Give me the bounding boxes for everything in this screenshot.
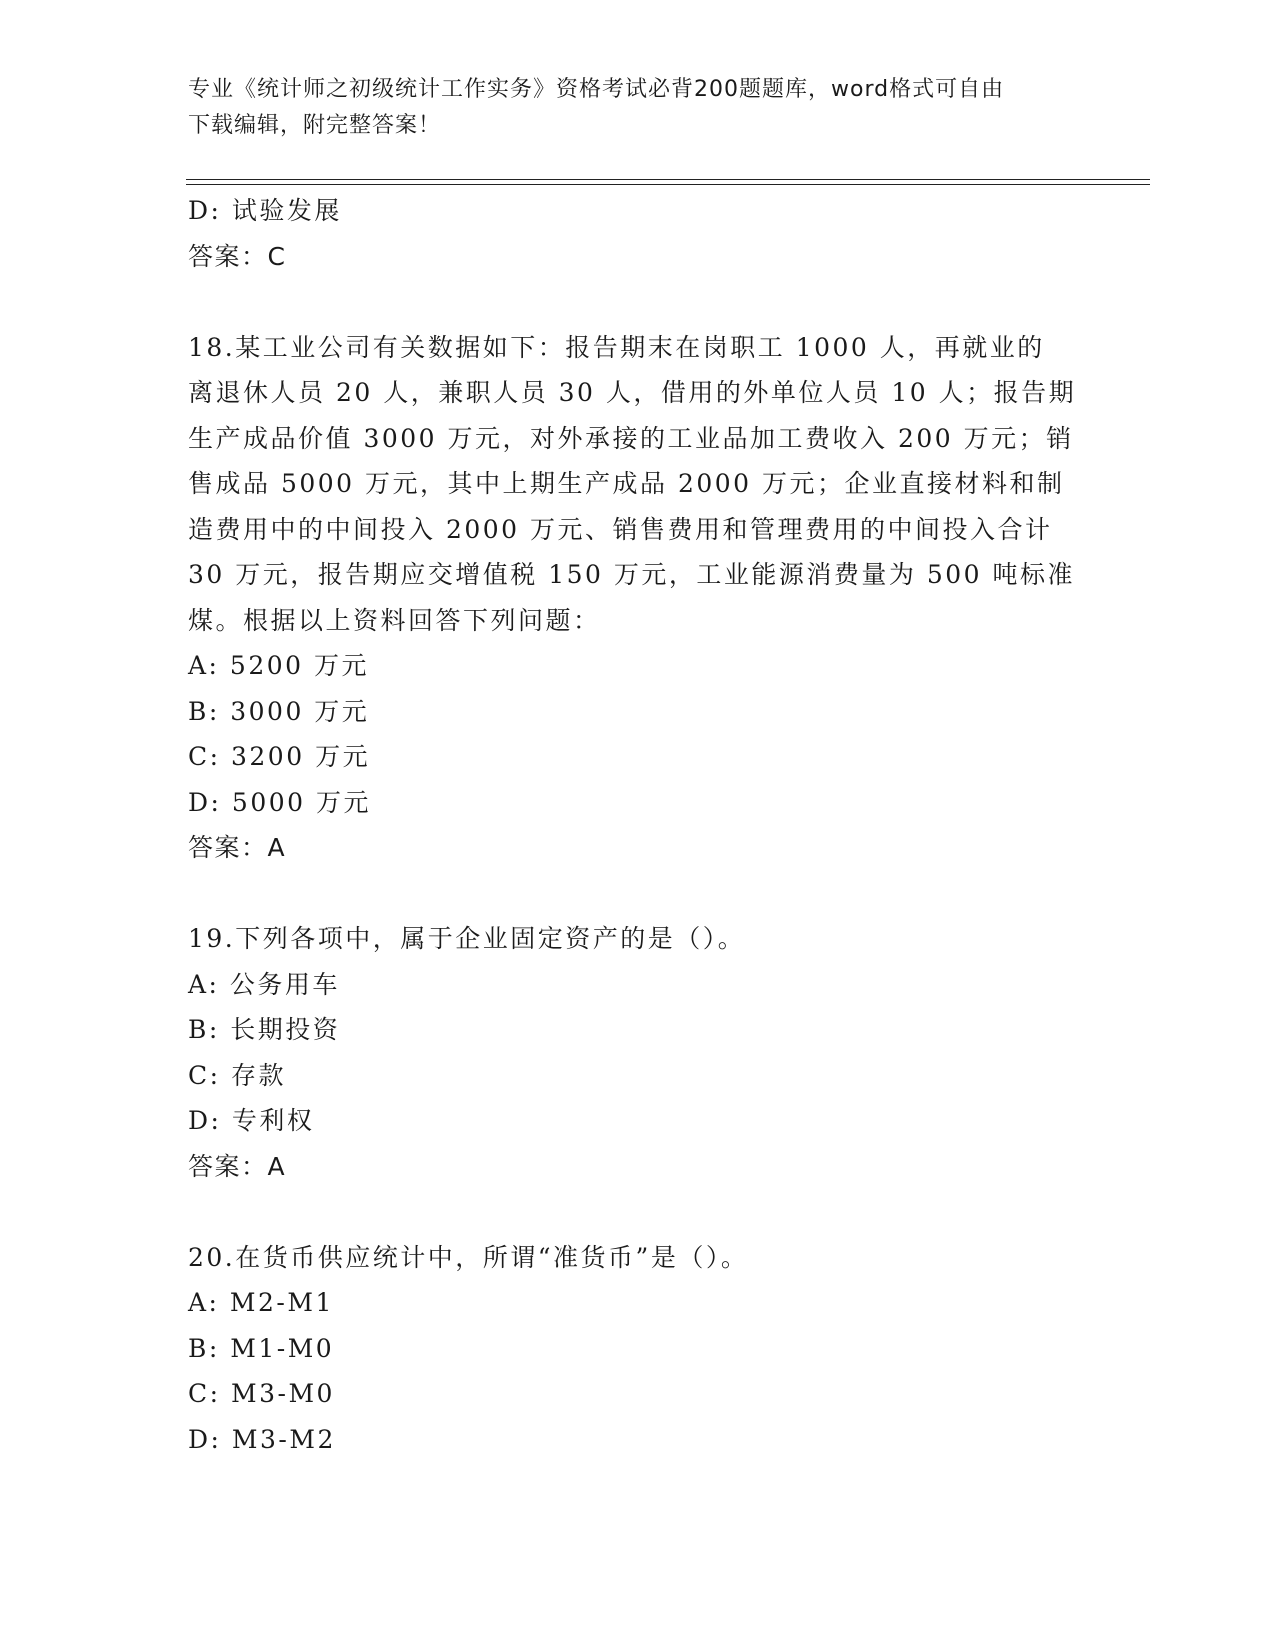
question-20-text: 20.在货币供应统计中，所谓“准货币”是（）。 [188, 1242, 749, 1272]
question-18-line: 18.某工业公司有关数据如下：报告期末在岗职工 1000 人，再就业的 [188, 332, 1045, 362]
document-body [188, 188, 1078, 1462]
question-18-option-a: A: 5200 万元 [188, 651, 369, 680]
question-20-option-d: D: M3-M2 [188, 1424, 336, 1454]
question-19 [188, 916, 1078, 1189]
spacer [188, 279, 1078, 325]
question-19-option-b: B: 长期投资 [188, 1015, 341, 1044]
question-19-option-d: D: 专利权 [188, 1106, 315, 1135]
question-18-answer: 答案：A [188, 833, 287, 862]
question-18 [188, 325, 1078, 871]
question-18-line: 造费用中的中间投入 2000 万元、销售费用和管理费用的中间投入合计 [188, 514, 1053, 544]
question-20 [188, 1235, 1078, 1463]
header-divider-top [186, 179, 1150, 180]
page-header [188, 72, 1088, 144]
question-20-option-a: A: M2-M1 [188, 1288, 334, 1317]
question-18-option-d: D: 5000 万元 [188, 787, 371, 817]
question-19-answer: 答案：A [188, 1151, 287, 1181]
header-line-2: 下载编辑，附完整答案！ [188, 113, 442, 138]
question-18-option-c: C: 3200 万元 [188, 742, 371, 771]
question-18-line: 30 万元，报告期应交增值税 150 万元，工业能源消费量为 500 吨标准 [188, 560, 1075, 589]
question-19-option-c: C: 存款 [188, 1060, 286, 1090]
header-line-1: 专业《统计师之初级统计工作实务》资格考试必背200题题库，word格式可自由 [188, 77, 1005, 102]
prev-option-d: D: 试验发展 [188, 196, 342, 225]
question-20-option-c: C: M3-M0 [188, 1379, 335, 1408]
header-divider-bottom [186, 184, 1150, 185]
question-19-text: 19.下列各项中，属于企业固定资产的是（）。 [188, 924, 746, 953]
prev-answer: 答案：C [188, 241, 287, 271]
spacer [188, 871, 1078, 917]
question-18-option-b: B: 3000 万元 [188, 696, 370, 726]
spacer [188, 1189, 1078, 1235]
question-18-line: 离退休人员 20 人，兼职人员 30 人，借用的外单位人员 10 人；报告期 [188, 378, 1077, 407]
question-19-option-a: A: 公务用车 [188, 969, 340, 999]
question-20-option-b: B: M1-M0 [188, 1333, 335, 1363]
question-18-line: 生产成品价值 3000 万元，对外承接的工业品加工费收入 200 万元；销 [188, 423, 1074, 453]
question-18-line: 煤。根据以上资料回答下列问题： [188, 605, 601, 635]
question-18-line: 售成品 5000 万元，其中上期生产成品 2000 万元；企业直接材料和制 [188, 469, 1065, 498]
